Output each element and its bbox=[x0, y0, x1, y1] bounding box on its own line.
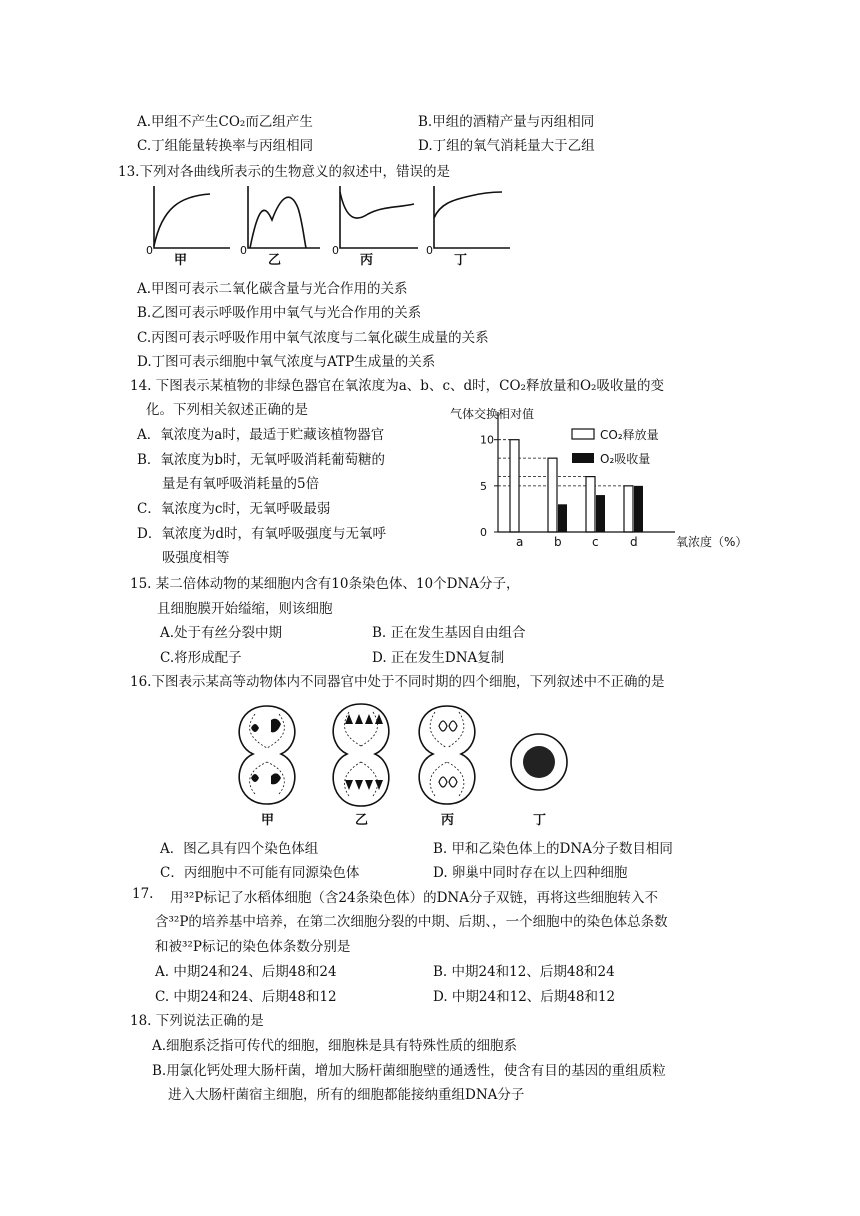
graph-jia-curve bbox=[154, 194, 210, 246]
q15-option-a: A.处于有丝分裂中期 bbox=[160, 625, 283, 641]
bar-o2-c bbox=[596, 495, 605, 532]
q15-option-b: B. 正在发生基因自由组合 bbox=[372, 625, 526, 641]
graph-yi-label: 乙 bbox=[268, 253, 282, 268]
q12-option-d: D.丁组的氧气消耗量大于乙组 bbox=[418, 138, 595, 154]
cell-yi-label: 乙 bbox=[355, 813, 369, 828]
q17-option-c: C. 中期24和24、后期48和12 bbox=[155, 989, 337, 1005]
cell-ding-label: 丁 bbox=[533, 813, 547, 828]
x-tick-label-c: c bbox=[592, 535, 599, 549]
legend-swatch-co2 bbox=[572, 429, 594, 439]
q17-number: 17. bbox=[132, 886, 154, 902]
y-tick-label: 0 bbox=[480, 526, 487, 539]
q16-option-c: C．丙细胞中不可能有同源染色体 bbox=[160, 865, 360, 881]
chart-title: 气体交换相对值 bbox=[450, 407, 535, 421]
q14-option-c: C．氧浓度为c时，无氧呼吸最弱 bbox=[137, 501, 331, 517]
x-tick-label-b: b bbox=[554, 535, 562, 549]
x-tick-label-a: a bbox=[516, 535, 524, 549]
q13-option-d: D.丁图可表示细胞中氧气浓度与ATP生成量的关系 bbox=[137, 354, 436, 370]
q13-curve-graphs bbox=[140, 178, 540, 268]
cell-bing-label: 丙 bbox=[441, 813, 455, 828]
q16-option-b: B. 甲和乙染色体上的DNA分子数目相同 bbox=[433, 841, 673, 857]
q18-option-a: A.细胞系泛指可传代的细胞，细胞株是具有特殊性质的细胞系 bbox=[152, 1038, 518, 1054]
q13-option-c: C.丙图可表示呼吸作用中氧气浓度与二氧化碳生成量的关系 bbox=[137, 330, 489, 346]
q14-option-b-line2: 量是有氧呼吸消耗量的5倍 bbox=[162, 476, 320, 492]
q17-option-a: A. 中期24和24、后期48和24 bbox=[155, 964, 337, 980]
graph-ding-label: 丁 bbox=[454, 253, 468, 268]
chart-legend bbox=[572, 428, 659, 466]
cell-jia-outline bbox=[239, 706, 295, 804]
q13-stem: 13.下列对各曲线所表示的生物意义的叙述中，错误的是 bbox=[118, 164, 450, 180]
graph-ding-curve bbox=[434, 192, 502, 218]
q14-option-a: A．氧浓度为a时，最适于贮藏该植物器官 bbox=[137, 427, 385, 443]
q18-stem: 18. 下列说法正确的是 bbox=[130, 1013, 264, 1029]
graph-yi-origin: 0 bbox=[240, 244, 247, 257]
cell-bing-outline bbox=[419, 706, 475, 804]
bar-co2-c bbox=[586, 477, 595, 532]
q13-option-a: A.甲图可表示二氧化碳含量与光合作用的关系 bbox=[137, 281, 408, 297]
q18-option-b-line1: B.用氯化钙处理大肠杆菌，增加大肠杆菌细胞壁的通透性，使含有目的基因的重组质粒 bbox=[152, 1063, 666, 1079]
legend-swatch-o2 bbox=[572, 453, 594, 463]
q12-option-a: A.甲组不产生CO₂而乙组产生 bbox=[137, 114, 313, 130]
cell-jia-label: 甲 bbox=[261, 813, 275, 828]
graph-jia-origin: 0 bbox=[146, 244, 153, 257]
bar-co2-b bbox=[548, 458, 557, 532]
q17-option-d: D. 中期24和12、后期48和12 bbox=[433, 989, 616, 1005]
graph-bing-origin: 0 bbox=[332, 244, 339, 257]
legend-label-o2: O₂吸收量 bbox=[600, 452, 651, 466]
q13-option-b: B.乙图可表示呼吸作用中氧气与光合作用的关系 bbox=[137, 305, 422, 321]
q16-option-d: D. 卵巢中同时存在以上四种细胞 bbox=[433, 865, 628, 881]
q18-option-b-line2: 进入大肠杆菌宿主细胞，所有的细胞都能接纳重组DNA分子 bbox=[168, 1087, 525, 1103]
gas-exchange-chart bbox=[450, 402, 748, 552]
q17-stem-line2: 含³²P的培养基中培养，在第二次细胞分裂的中期、后期、，一个细胞中的染色体总条数 bbox=[155, 914, 668, 930]
q15-option-c: C.将形成配子 bbox=[160, 650, 242, 666]
graph-bing-label: 丙 bbox=[360, 253, 374, 268]
q14-stem-line2: 化。下列相关叙述正确的是 bbox=[146, 402, 308, 418]
y-tick-label: 5 bbox=[480, 479, 487, 493]
q17-option-b: B. 中期24和12、后期48和24 bbox=[433, 964, 615, 980]
bar-co2-d bbox=[624, 486, 633, 532]
y-tick-label: 10 bbox=[480, 433, 494, 447]
q17-stem-line3: 和被³²P标记的染色体条数分别是 bbox=[155, 939, 351, 955]
q16-option-a: A．图乙具有四个染色体组 bbox=[160, 841, 319, 857]
q14-option-b-line1: B．氧浓度为b时，无氧呼吸消耗葡萄糖的 bbox=[137, 452, 386, 468]
q12-option-b: B.甲组的酒精产量与丙组相同 bbox=[418, 114, 595, 130]
q14-option-d-line1: D．氧浓度为d时，有氧呼吸强度与无氧呼 bbox=[137, 526, 386, 542]
x-tick-label-d: d bbox=[630, 535, 638, 549]
legend-label-co2: CO₂释放量 bbox=[600, 428, 659, 442]
bar-o2-b bbox=[558, 504, 567, 532]
q15-option-d: D. 正在发生DNA复制 bbox=[372, 650, 505, 666]
q12-option-c: C.丁组能量转换率与丙组相同 bbox=[137, 138, 314, 154]
q14-option-d-line2: 吸强度相等 bbox=[162, 550, 230, 566]
graph-ding-origin: 0 bbox=[426, 244, 433, 257]
bar-o2-d bbox=[634, 486, 643, 532]
graph-bing-curve bbox=[340, 192, 414, 218]
graph-yi-curve bbox=[250, 197, 306, 248]
q16-stem: 16.下图表示某高等动物体内不同器官中处于不同时期的四个细胞，下列叙述中不正确的是 bbox=[130, 674, 665, 690]
graph-jia-label: 甲 bbox=[174, 253, 188, 268]
q16-cell-diagrams bbox=[225, 698, 605, 828]
chart-x-label: 氧浓度（%） bbox=[676, 535, 748, 549]
q15-stem-line1: 15. 某二倍体动物的某细胞内含有10条染色体、10个DNA分子， bbox=[130, 576, 520, 592]
q17-stem-line1: 用³²P标记了水稻体细胞（含24条染色体）的DNA分子双链，再将这些细胞转入不 bbox=[170, 890, 658, 906]
q15-stem-line2: 且细胞膜开始缢缩，则该细胞 bbox=[157, 601, 333, 617]
bar-co2-a bbox=[510, 440, 519, 532]
q14-stem-line1: 14. 下图表示某植物的非绿色器官在氧浓度为a、b、c、d时，CO₂释放量和O₂吸收量的变 bbox=[130, 378, 664, 394]
